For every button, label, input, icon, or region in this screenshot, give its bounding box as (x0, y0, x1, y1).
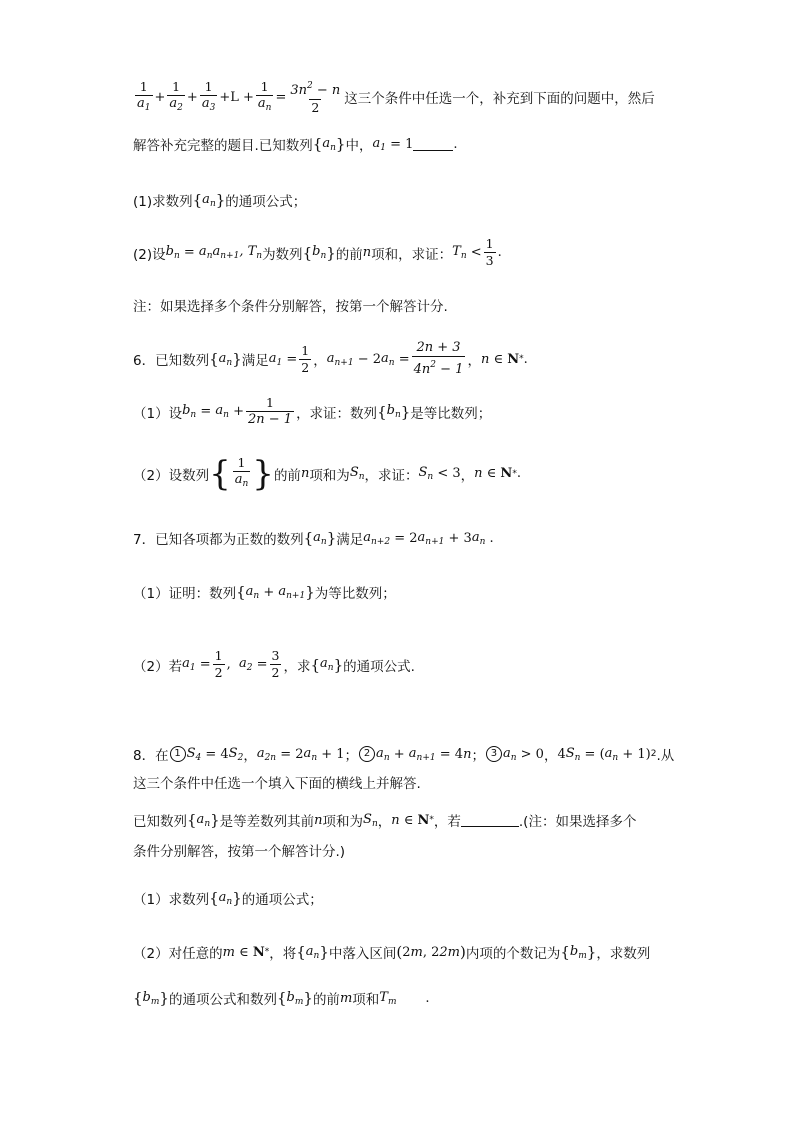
fraction-q6-bn: $\frac{1}{2n - 1}$ (247, 395, 293, 427)
q8-line-4 (133, 840, 754, 860)
q8-p1-text-a: （1）求数列 (133, 892, 210, 908)
q7-p2-text-c: 的通项公式. (343, 658, 415, 675)
fill-blank (413, 138, 453, 151)
a1-equation: $a_1$ (372, 135, 386, 153)
q6-p2-text-b: 的前 (273, 467, 301, 484)
fraction-q7-a2: $\frac{3}{2}$ (271, 648, 280, 680)
q6-p2-text-d: ，求证： (364, 467, 419, 484)
intro-part1-text: (1)求数列 (133, 194, 193, 210)
fraction-one-third: $\frac{1}{3}$ (485, 236, 494, 268)
q6-p2-text-e: ， (460, 467, 475, 484)
q8-p1-text-b: 的通项公式； (241, 892, 323, 908)
q8-part-1: （1）求数列 { $a_n$ } 的通项公式； (133, 889, 323, 908)
intro-text-2: 解答补充完整的题目.已知数列 (133, 138, 313, 154)
q8-head-text: 8．在 (133, 748, 169, 764)
q8-line2-text: 这三个条件中任选一个填入下面的横线上并解答. (133, 776, 421, 792)
fraction-1-a1: $\frac{1}{a_1}$ (135, 79, 153, 116)
fraction-1-a2: $\frac{1}{a_2}$ (167, 79, 185, 116)
fraction-q6-rhs: $\frac{2n + 3}{4n^2 - 1}$ (413, 340, 464, 377)
intro-note (133, 295, 754, 315)
q6-p2-text-a: （2）设数列 (133, 467, 210, 484)
q8-part-2: （2）对任意的 m ∈ N * ，将 { $a_n$ } 中落入区间 ( 2 m , 2 2m ) 内项的个数记为 { $b_m$ } ，求数列 (133, 943, 651, 962)
q7-p2-text-b: ，求 (283, 658, 311, 675)
q7-p1-text-a: （1）证明：数列 (133, 586, 237, 602)
q6-p1-text-c: 是等比数列； (410, 405, 492, 422)
q6-p1-text-a: （1）设 (133, 405, 183, 422)
q6-head-text-2: 满足 (241, 353, 269, 369)
q7-head: 7．已知各项都为正数的数列 { $a_n$ } 满足 $a_{n+2}$ = 2 $a_{n+1}$ + 3 $a_n$ . (133, 529, 494, 548)
fraction-one-half: $\frac{1}{2}$ (301, 342, 310, 375)
q8-p3-text-c: 项和 (352, 992, 380, 1008)
circle-number-1: 1 (170, 746, 186, 762)
q8-head-tail: .从 (656, 748, 675, 764)
q8-p2-text-e: ，求数列 (596, 946, 651, 962)
q8-l3-text-a: 已知数列 (133, 814, 187, 830)
q7-p1-text-b: 为等比数列； (314, 586, 396, 602)
circle-number-3: 3 (486, 746, 502, 762)
intro-part1-text-b: 的通项公式； (225, 194, 307, 210)
intro-part2-text-c: 的前 (335, 246, 363, 263)
q8-p2-text-d: 内项的个数记为 (465, 946, 561, 962)
q6-head: 6．已知数列 { $a_n$ } 满足 $a_1$ = $\frac{1}{2}$ ， $a_{n+1}$ − 2 $a_n$ = $\frac{2n + 3}{4n^2 - 1}$ ， n ∈ N * . (133, 340, 528, 377)
fill-blank-q8 (461, 814, 519, 827)
intro-part-2: (2)设 $b_n$ = $a_na_{n+1}$, $T_n$ 为数列 { $b_n$ } 的前 n 项和，求证： $T_n$ < $\frac{1}{3}$ . (133, 236, 502, 268)
fraction-1-a3: $\frac{1}{a_3}$ (200, 79, 218, 116)
intro-text-2b: 中， (345, 138, 373, 154)
q7-part-1: （1）证明：数列 { $a_n$ + $a_{n+1}$ } 为等比数列； (133, 583, 396, 602)
q8-p2-text-a: （2）对任意的 (133, 946, 223, 962)
intro-part2-text-d: 项和，求证： (371, 246, 453, 263)
q8-head: 8．在 1 $S_4$ = 4 $S_2$ ， $a_{2n}$ = 2 $a_n$ + 1 ； 2 $a_n$ + $a_{n+1}$ = 4 n ； 3 $a_n$ > 0 ， 4 $S_n$ = ( $a_n$ + 1) 2 .从 (133, 745, 675, 764)
fraction-1-over-an: $\frac{1}{a_n}$ (233, 455, 251, 492)
fraction-q7-a1: $\frac{1}{2}$ (214, 648, 223, 680)
q8-l3-text-d: ，若 (433, 814, 461, 830)
intro-line-1: $\frac{1}{a_1}$ + $\frac{1}{a_2}$ + $\frac{1}{a_3}$ +L + $\frac{1}{a_n}$ = $\frac{3n^2 - n}{2}$ 这三个条件中任选一个，补充到下面的问题中，然后 (137, 78, 655, 115)
intro-note-text: 注：如果选择多个条件分别解答，按第一个解答计分. (133, 299, 448, 315)
intro-part2-text-b: 为数列 (262, 246, 303, 263)
q8-p3-text-b: 的前 (312, 992, 340, 1008)
circle-number-2: 2 (359, 746, 375, 762)
intro-part-1: (1)求数列 { $a_n$ } 的通项公式； (133, 191, 307, 210)
q8-l3-text-e: .(注：如果选择多个 (518, 814, 637, 830)
q8-l3-text-b: 是等差数列其前 (219, 814, 315, 830)
q6-part-2: （2）设数列 { $\frac{1}{a_n}$ } 的前 n 项和为 $S_n$ ，求证： $S_n$ < 3 ， n ∈ N * . (133, 453, 521, 494)
intro-line-2: 解答补充完整的题目.已知数列 { $a_n$ } 中， $a_1$ = 1 . (133, 135, 458, 154)
q6-part-1: （1）设 $b_n$ = $a_n$ + $\frac{1}{2n - 1}$ ，求证：数列 { $b_n$ } 是等比数列； (133, 395, 492, 427)
q7-p2-text-a: （2）若 (133, 658, 183, 675)
q8-l4-text: 条件分别解答，按第一个解答计分.) (133, 844, 346, 860)
q8-part-3: { $b_m$ } 的通项公式和数列 { $b_m$ } 的前 m 项和 $T_m$ . (133, 989, 430, 1008)
q6-p2-text-c: 项和为 (309, 467, 350, 484)
q7-part-2: （2）若 $a_1$ = $\frac{1}{2}$ , $a_2$ = $\frac{3}{2}$ ，求 { $a_n$ } 的通项公式. (133, 648, 415, 680)
q8-line-3: 已知数列 { $a_n$ } 是等差数列其前 n 项和为 $S_n$ ， n ∈ N * ，若 .(注：如果选择多个 (133, 811, 637, 830)
q6-head-text: 6．已知数列 (133, 353, 210, 369)
q8-l3-text-c: 项和为 (322, 814, 364, 830)
q8-line-2-text (133, 772, 754, 792)
q8-p2-text-c: 中落入区间 (328, 946, 397, 962)
q6-p1-text-b: ，求证：数列 (296, 405, 378, 422)
fraction-sum-rhs: $\frac{3n^2 - n}{2}$ (290, 81, 341, 115)
intro-part2-text-a: (2)设 (133, 246, 166, 263)
q7-head-text-2: 满足 (336, 532, 364, 548)
fraction-1-an: $\frac{1}{a_n}$ (256, 79, 274, 116)
q8-p3-text-a: 的通项公式和数列 (168, 992, 277, 1008)
q7-head-text: 7．已知各项都为正数的数列 (133, 532, 304, 548)
q8-p2-text-b: ，将 (269, 946, 297, 962)
intro-text-1: 这三个条件中任选一个，补充到下面的问题中，然后 (344, 91, 655, 107)
